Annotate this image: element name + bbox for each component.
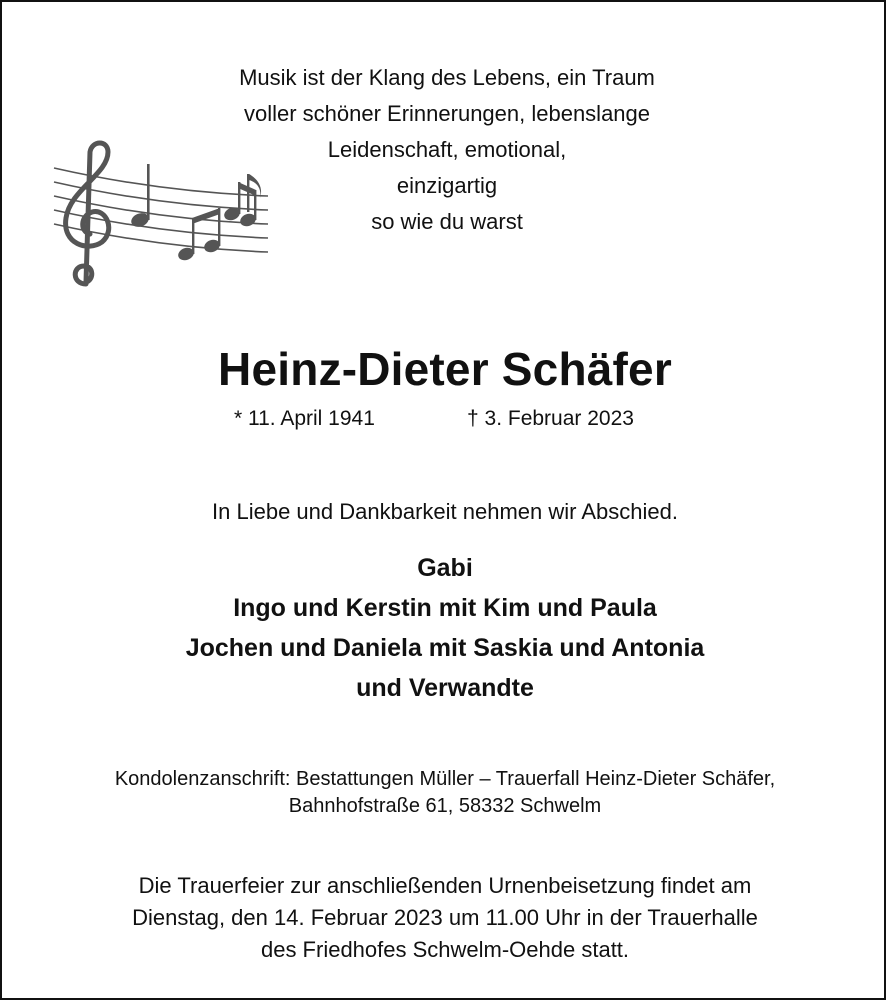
birth-date: * 11. April 1941 [234,407,375,430]
family-member: und Verwandte [356,674,534,702]
family-list [2,548,886,708]
family-member: Ingo und Kerstin mit Kim und Paula [233,594,657,622]
service-line: Dienstag, den 14. Februar 2023 um 11.00 Uhr in der Trauerhalle [132,905,758,930]
farewell-text: In Liebe und Dankbarkeit nehmen wir Abschied. [212,499,678,524]
family-member: Gabi [417,554,473,582]
family-member: Jochen und Daniela mit Saskia und Antonia [185,634,705,662]
deceased-name: Heinz-Dieter Schäfer [218,343,672,395]
poem [152,60,742,240]
condolence-line: Bahnhofstraße 61, 58332 Schwelm [288,795,602,817]
service-line: Die Trauerfeier zur anschließenden Urnenbeisetzung findet am [138,873,752,898]
poem-line: voller schöner Erinnerungen, lebenslange [243,101,651,126]
condolence-line: Kondolenzanschrift: Bestattungen Müller – Trauerfall Heinz-Dieter Schäfer, [114,768,776,790]
service-info [2,870,886,966]
death-date: † 3. Februar 2023 [467,407,634,430]
poem-line: so wie du warst [371,209,523,234]
service-line: des Friedhofes Schwelm-Oehde statt. [260,937,630,962]
poem-line: Leidenschaft, emotional, [327,137,567,162]
condolence-address [2,766,886,820]
poem-line: einzigartig [396,173,498,198]
poem-line: Musik ist der Klang des Lebens, ein Traum [239,65,655,90]
